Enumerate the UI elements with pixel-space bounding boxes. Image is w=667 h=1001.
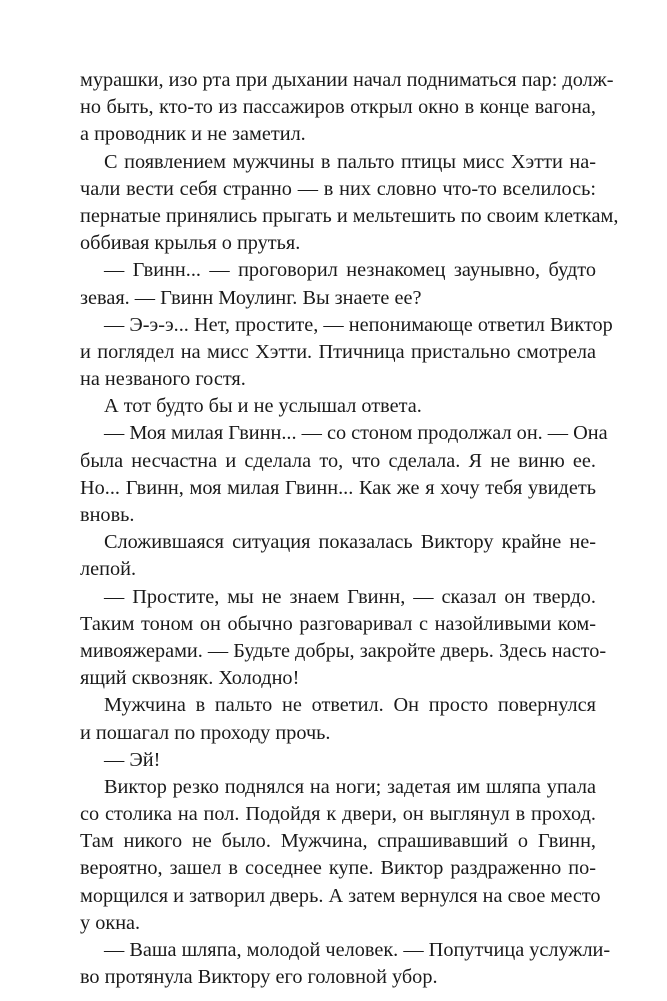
text-line: во протянула Виктору его головной убор.	[80, 966, 438, 989]
text-line: вероятно, зашел в соседнее купе. Виктор раздраженно по-	[80, 857, 596, 880]
text-line: Таким тоном он обычно разговаривал с назойливыми ком-	[80, 612, 596, 635]
text-line: пернатые принялись прыгать и мельтешить по своим клеткам,	[80, 204, 619, 227]
text-line: — Гвинн... — проговорил незнакомец заунывно, будто	[104, 259, 596, 282]
text-line: вновь.	[80, 504, 135, 526]
text-line: — Эй!	[104, 748, 161, 771]
text-line: со столика на пол. Подойдя к двери, он выглянул в проход.	[80, 803, 596, 826]
text-line: морщился и затворил дверь. А затем вернулся на свое место	[80, 884, 601, 907]
text-line: Там никого не было. Мужчина, спрашивавший о Гвинн,	[80, 830, 596, 853]
text-line: на незваного гостя.	[80, 368, 246, 391]
text-line: зевая. — Гвинн Моулинг. Вы знаете ее?	[80, 286, 422, 309]
text-line: Мужчина в пальто не ответил. Он просто повернулся	[104, 694, 596, 717]
text-line: у окна.	[80, 911, 141, 934]
text-line: оббивая крылья о прутья.	[80, 232, 301, 255]
text-line: С появлением мужчины в пальто птицы мисс Хэтти на-	[104, 150, 596, 173]
text-line: но быть, кто-то из пассажиров открыл окно в конце вагона,	[80, 96, 596, 119]
text-line: а проводник и не заметил.	[80, 123, 306, 146]
text-line: и поглядел на мисс Хэтти. Птичница пристально смотрела	[80, 340, 596, 363]
text-line: — Моя милая Гвинн... — со стоном продолжал он. — Она	[104, 422, 608, 445]
text-line: — Э-э-э... Нет, простите, — непонимающе ответил Виктор	[104, 313, 613, 336]
text-line: чали вести себя странно — в них словно что-то вселилось:	[80, 177, 596, 200]
text-line: Виктор резко поднялся на ноги; задетая им шляпа упала	[104, 775, 596, 798]
text-line: лепой.	[80, 558, 137, 581]
body-text	[80, 67, 619, 991]
text-line: — Ваша шляпа, молодой человек. — Попутчица услужли-	[104, 939, 611, 961]
text-line: Сложившаяся ситуация показалась Виктору крайне не-	[104, 531, 596, 554]
text-line: была несчастна и сделала то, что сделала. Я не виню ее.	[80, 449, 596, 472]
text-line: А тот будто бы и не услышал ответа.	[104, 395, 422, 418]
text-line: ящий сквозняк. Холодно!	[80, 667, 300, 690]
text-line: мивояжерами. — Будьте добры, закройте дверь. Здесь насто-	[80, 639, 607, 662]
text-line: Но... Гвинн, моя милая Гвинн... Как же я хочу тебя увидеть	[80, 476, 596, 499]
text-line: мурашки, изо рта при дыхании начал подниматься пар: долж-	[80, 69, 614, 91]
text-line: — Простите, мы не знаем Гвинн, — сказал он твердо.	[104, 585, 596, 608]
text-line: и пошагал по проходу прочь.	[80, 721, 331, 744]
